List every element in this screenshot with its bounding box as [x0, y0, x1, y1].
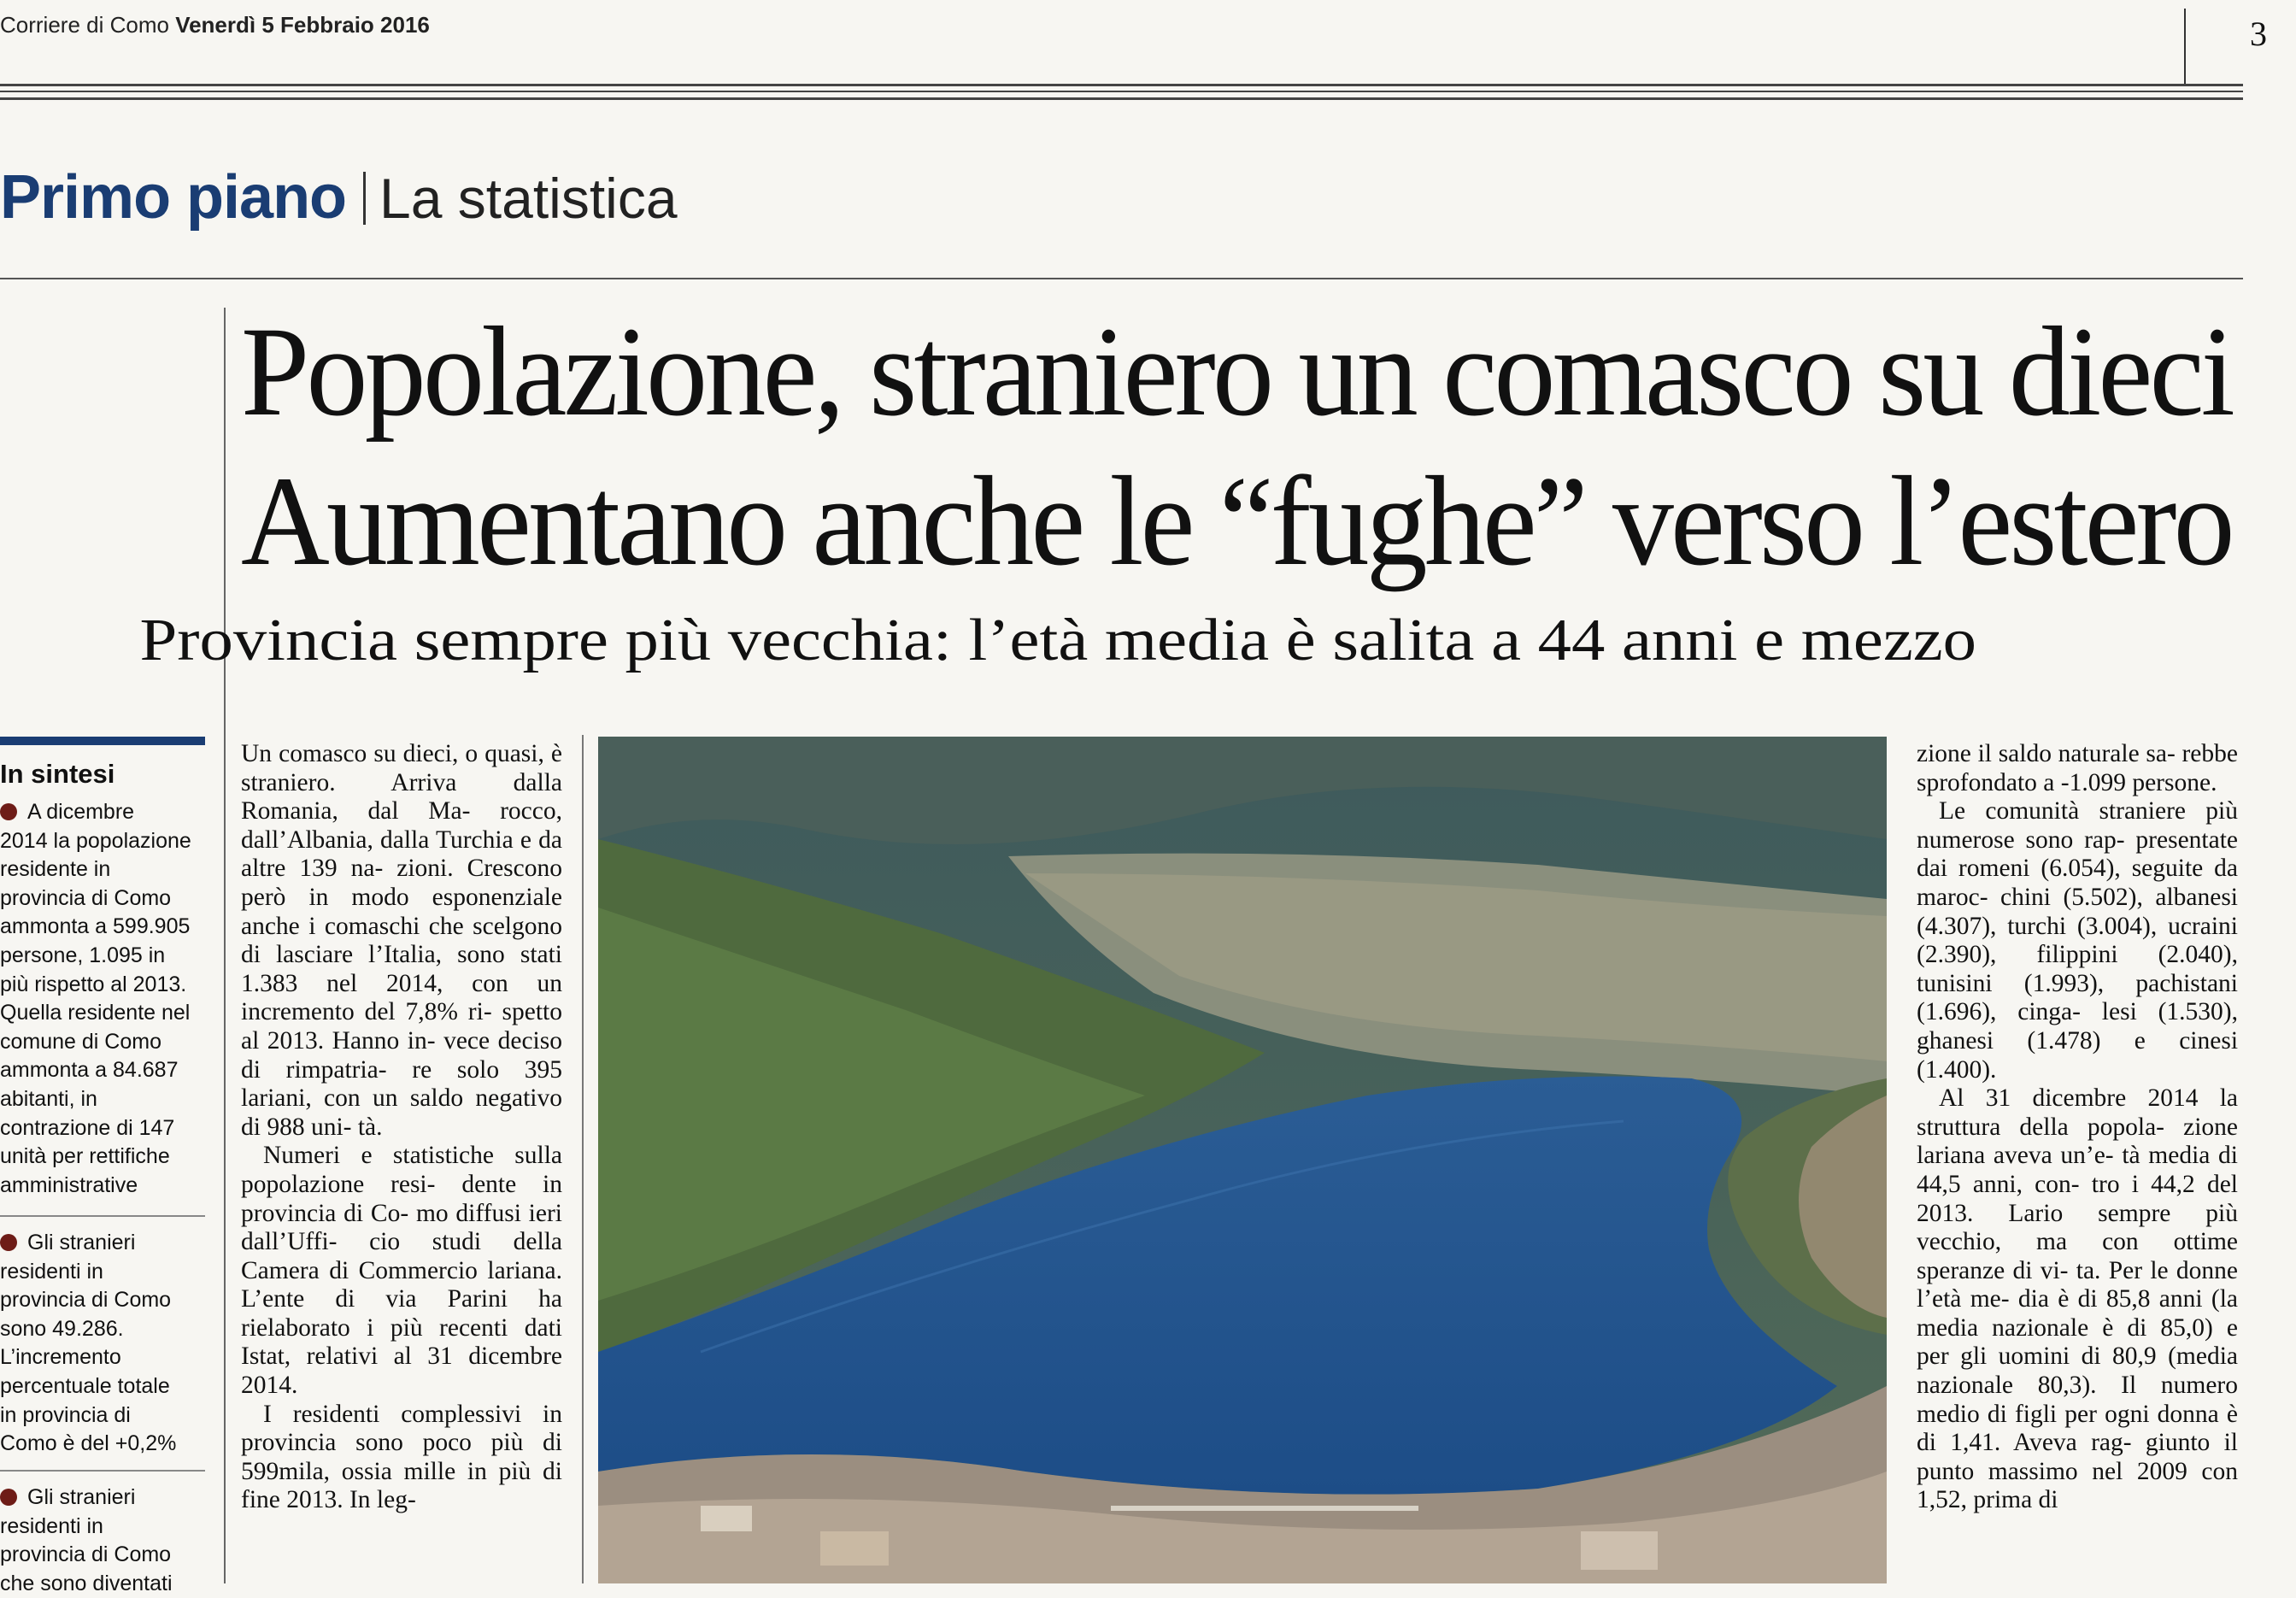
sidebar-item-2: Gli stranieri residenti in provincia di Como sono 49.286. L’incremento percentuale totale in provincia di Como è del +0,2% — [0, 1231, 177, 1456]
subheadline: Provincia sempre più vecchia: l’età media è salita a 44 anni e mezzo — [139, 608, 1977, 673]
masthead-rule-top — [0, 84, 2243, 86]
masthead-rule-middle — [0, 91, 2243, 92]
paragraph: I residenti complessivi in provincia sono poco più di 599mila, ossia mille in più di fine 2013. In leg- — [241, 1400, 562, 1514]
sidebar-item-1: A dicembre 2014 la popolazione residente in provincia di Como ammonta a 599.905 persone, 1.095 in più rispetto al 2013. Quella residente nel comune di Como ammonta a 84.687 abitanti, in contrazione di 147 unità per rettifiche amministrative — [0, 800, 191, 1197]
column-separator — [224, 308, 226, 1583]
paragraph: Al 31 dicembre 2014 la struttura della popola- zione lariana aveva un’e- tà media di 44,5 anni, con- tro i 44,2 del 2013. Lario sempre più vecchio, ma con ottime speranze di vi- ta. Per le donne l’età me- dia è di 85,8 anni (la media nazionale è di 85,0) e per gli uomini di 80,9 (media nazionale 80,3). Il numero medio di figli per ogni donna è di 1,41. Aveva rag- giunto il punto massimo nel 2009 con 1,52, prima di — [1917, 1084, 2239, 1514]
sidebar-accent-bar — [0, 737, 205, 745]
sidebar-divider — [0, 1215, 205, 1217]
issue-date: Venerdì 5 Febbraio 2016 — [175, 12, 430, 38]
headline-line-1: Popolazione, straniero un comasco su dieci — [241, 301, 2232, 443]
sidebar-item-3: Gli stranieri residenti in provincia di Como che sono diventati — [0, 1485, 173, 1595]
paragraph: Numeri e statistiche sulla popolazione resi- dente in provincia di Co- mo diffusi ieri dall’Uffi- cio studi della Camera di Commercio lariana. L’ente di via Parini ha rielaborato i più recenti dati Istat, relativi al 31 dicembre 2014. — [241, 1142, 563, 1400]
article-column-3 — [1917, 740, 2238, 1515]
section-separator — [363, 172, 366, 225]
article-column-1 — [241, 740, 562, 1515]
paragraph: zione il saldo naturale sa- rebbe sprofondato a -1.099 persone. — [1917, 740, 2238, 796]
lake-como-photo — [598, 737, 1887, 1583]
sidebar-divider — [0, 1470, 205, 1472]
page-number: 3 — [2250, 15, 2267, 53]
section-topic: La statistica — [379, 167, 678, 230]
bullet-dot-icon — [0, 1234, 17, 1251]
masthead — [0, 12, 430, 38]
newspaper-name: Corriere di Como — [0, 12, 169, 38]
paragraph: Un comasco su dieci, o quasi, è straniero. Arriva dalla Romania, dal Ma- rocco, dall’Albania, dalla Turchia e da altre 139 na- zioni. Crescono però in modo esponenziale anche i comaschi che scelgono di lasciare l’Italia, sono stati 1.383 nel 2014, con un incremento del 7,8% ri- spetto al 2013. Hanno in- vece deciso di rimpatria- re solo 395 lariani, con un saldo negativo di 988 uni- tà. — [241, 740, 563, 1141]
headline-line-2: Aumentano anche le “fughe” verso l’estero — [241, 450, 2232, 592]
column-rule — [582, 735, 584, 1583]
bullet-dot-icon — [0, 803, 17, 820]
masthead-rule-bottom — [0, 97, 2243, 100]
section-name: Primo piano — [0, 163, 347, 232]
section-header — [0, 162, 678, 232]
masthead-divider — [2184, 9, 2186, 84]
paragraph: Le comunità straniere più numerose sono rap- presentate dai romeni (6.054), seguite da maroc- chini (5.502), albanesi (4.307), turchi (3.004), ucraini (2.390), filippini (2.040), tunisini (1.993), pachistani (1.696), cinga- lesi (1.530), ghanesi (1.478) e cinesi (1.400). — [1917, 797, 2239, 1084]
section-rule — [0, 278, 2243, 279]
sidebar-title: In sintesi — [0, 759, 115, 789]
lake-aerial-illustration — [598, 737, 1887, 1583]
bullet-dot-icon — [0, 1489, 17, 1506]
